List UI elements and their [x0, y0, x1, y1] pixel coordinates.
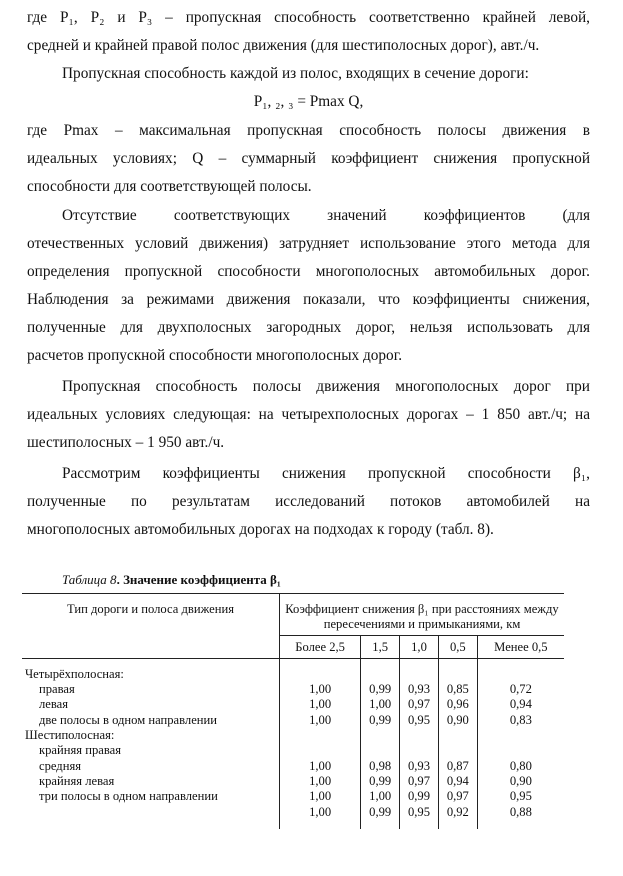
table-cell: 1,00 [280, 774, 361, 789]
table-cell: 0,90 [438, 713, 477, 728]
table-cell [438, 667, 477, 682]
table-cell: 0,94 [509, 697, 532, 712]
row-label: крайняя левая [22, 774, 280, 789]
table-cell: 0,99 [361, 713, 400, 728]
coefficient-table [22, 593, 564, 829]
table-cell: 0,96 [438, 697, 477, 712]
table-cell: 0,98 [361, 759, 400, 774]
table-cell: 0,92 [438, 805, 477, 829]
table-cell [477, 728, 564, 743]
table-cell: 0,94 [438, 774, 477, 789]
text-line: Пропускная способность каждой из полос, входящих в сечение дороги: [62, 65, 529, 82]
header-distance: Менее 0,5 [477, 635, 564, 658]
header-distance: Более 2,5 [280, 635, 361, 658]
text-line: Отсутствие соответствующих значений коэффициентов (для [62, 207, 590, 224]
table-cell: 0,97 [400, 697, 439, 712]
table-row [22, 728, 564, 743]
table-row [22, 713, 564, 728]
table-cell: 0,97 [438, 789, 477, 804]
table-cell [361, 667, 400, 682]
table-row [22, 805, 564, 829]
row-label: две полосы в одном направлении [22, 713, 280, 728]
table-cell: 0,95 [400, 713, 439, 728]
row-label [22, 805, 280, 829]
table-cell: 1,00 [361, 789, 400, 804]
table-cell: 0,83 [509, 712, 532, 727]
table-cell [438, 743, 477, 758]
table-cell: 0,99 [361, 805, 400, 829]
text-line: способности для соответствующей полосы. [27, 178, 312, 195]
header-coefficient: Коэффициент снижения β₁ при расстояниях между пересечениями и примыканиями, км [280, 594, 565, 636]
table-cell: 1,00 [280, 697, 361, 712]
text-line: где Pmax – максимальная пропускная способность полосы движения в [27, 122, 590, 139]
row-label: левая [22, 697, 280, 712]
row-label: правая [22, 682, 280, 697]
table-cell [280, 743, 361, 758]
text-line: средней и крайней правой полос движения (для шестиполосных дорог), авт./ч. [27, 37, 540, 54]
row-label: три полосы в одном направлении [22, 789, 280, 804]
table-cell [400, 667, 439, 682]
text-line: многополосных автомобильных дорогах на подходах к городу (табл. 8). [27, 521, 494, 538]
text-line: шестиполосных – 1 950 авт./ч. [27, 434, 225, 451]
header-distance: 1,0 [400, 635, 439, 658]
table-cell: 0,72 [509, 682, 532, 697]
row-label: Четырёхполосная: [22, 667, 280, 682]
table-cell: 0,95 [509, 789, 532, 804]
header-distance: 0,5 [438, 635, 477, 658]
table-cell: 0,99 [400, 789, 439, 804]
text-line: Рассмотрим коэффициенты снижения пропускной способности β₁, [62, 465, 590, 482]
table-cell: 0,93 [400, 759, 439, 774]
table-cell [400, 743, 439, 758]
table-cell: 1,00 [361, 697, 400, 712]
text-line: полученные по результатам исследований потоков автомобилей на [27, 493, 590, 510]
table-row [22, 697, 564, 712]
header-type: Тип дороги и полоса движения [22, 594, 280, 659]
text-line: Пропускная способность полосы движения многополосных дорог при [62, 378, 590, 395]
row-label: крайняя правая [22, 743, 280, 758]
table-cell: 1,00 [280, 759, 361, 774]
header-distance: 1,5 [361, 635, 400, 658]
table-cell: 0,97 [400, 774, 439, 789]
table-cell: 0,99 [361, 682, 400, 697]
table-cell: 0,90 [509, 773, 532, 788]
table-cell [280, 728, 361, 743]
text-line: определения пропускной способности многополосных автомобильных дорог. [27, 263, 590, 280]
table-row [22, 682, 564, 697]
table-cell [361, 743, 400, 758]
table-cell [361, 728, 400, 743]
table-row [22, 789, 564, 804]
caption-title: . Значение коэффициента β₁ [116, 572, 281, 587]
text-line: где P₁, P₂ и P₃ – пропускная способность соответственно крайней левой, [27, 9, 590, 26]
text-line: отечественных условий движения) затрудняет использование этого метода для [27, 235, 590, 252]
table-cell: 0,80 [509, 758, 532, 773]
table-cell [438, 728, 477, 743]
text-line: идеальных условиях; Q – суммарный коэффициент снижения пропускной [27, 150, 590, 167]
table-row [22, 774, 564, 789]
table-row [22, 759, 564, 774]
table-cell: 1,00 [280, 713, 361, 728]
table-cell: 0,87 [438, 759, 477, 774]
table-cell [400, 728, 439, 743]
text-line: полученные для двухполосных загородных дорог, нельзя использовать для [27, 319, 590, 336]
text-line: Наблюдения за режимами движения показали, что коэффициенты снижения, [27, 291, 590, 308]
table-cell: 0,99 [361, 774, 400, 789]
caption-prefix: Таблица 8 [62, 572, 117, 587]
table-cell: 1,00 [280, 682, 361, 697]
table-cell: 0,93 [400, 682, 439, 697]
table-cell: 0,88 [509, 804, 532, 819]
table-cell: 1,00 [280, 805, 361, 829]
table-caption [62, 572, 281, 588]
text-line: расчетов пропускной способности многополосных дорог. [27, 347, 403, 364]
text-line: идеальных условиях следующая: на четырехполосных дорогах – 1 850 авт./ч; на [27, 406, 590, 423]
table-cell [477, 743, 564, 758]
row-label: средняя [22, 759, 280, 774]
row-label: Шестиполосная: [22, 728, 280, 743]
table-cell: 0,85 [438, 682, 477, 697]
table-cell [280, 667, 361, 682]
table-cell [477, 667, 564, 682]
table-row [22, 743, 564, 758]
table-row [22, 667, 564, 682]
table-cell: 0,95 [400, 805, 439, 829]
formula: P₁, ₂, ₃ = Pmax Q, [253, 93, 364, 110]
table-cell: 1,00 [280, 789, 361, 804]
